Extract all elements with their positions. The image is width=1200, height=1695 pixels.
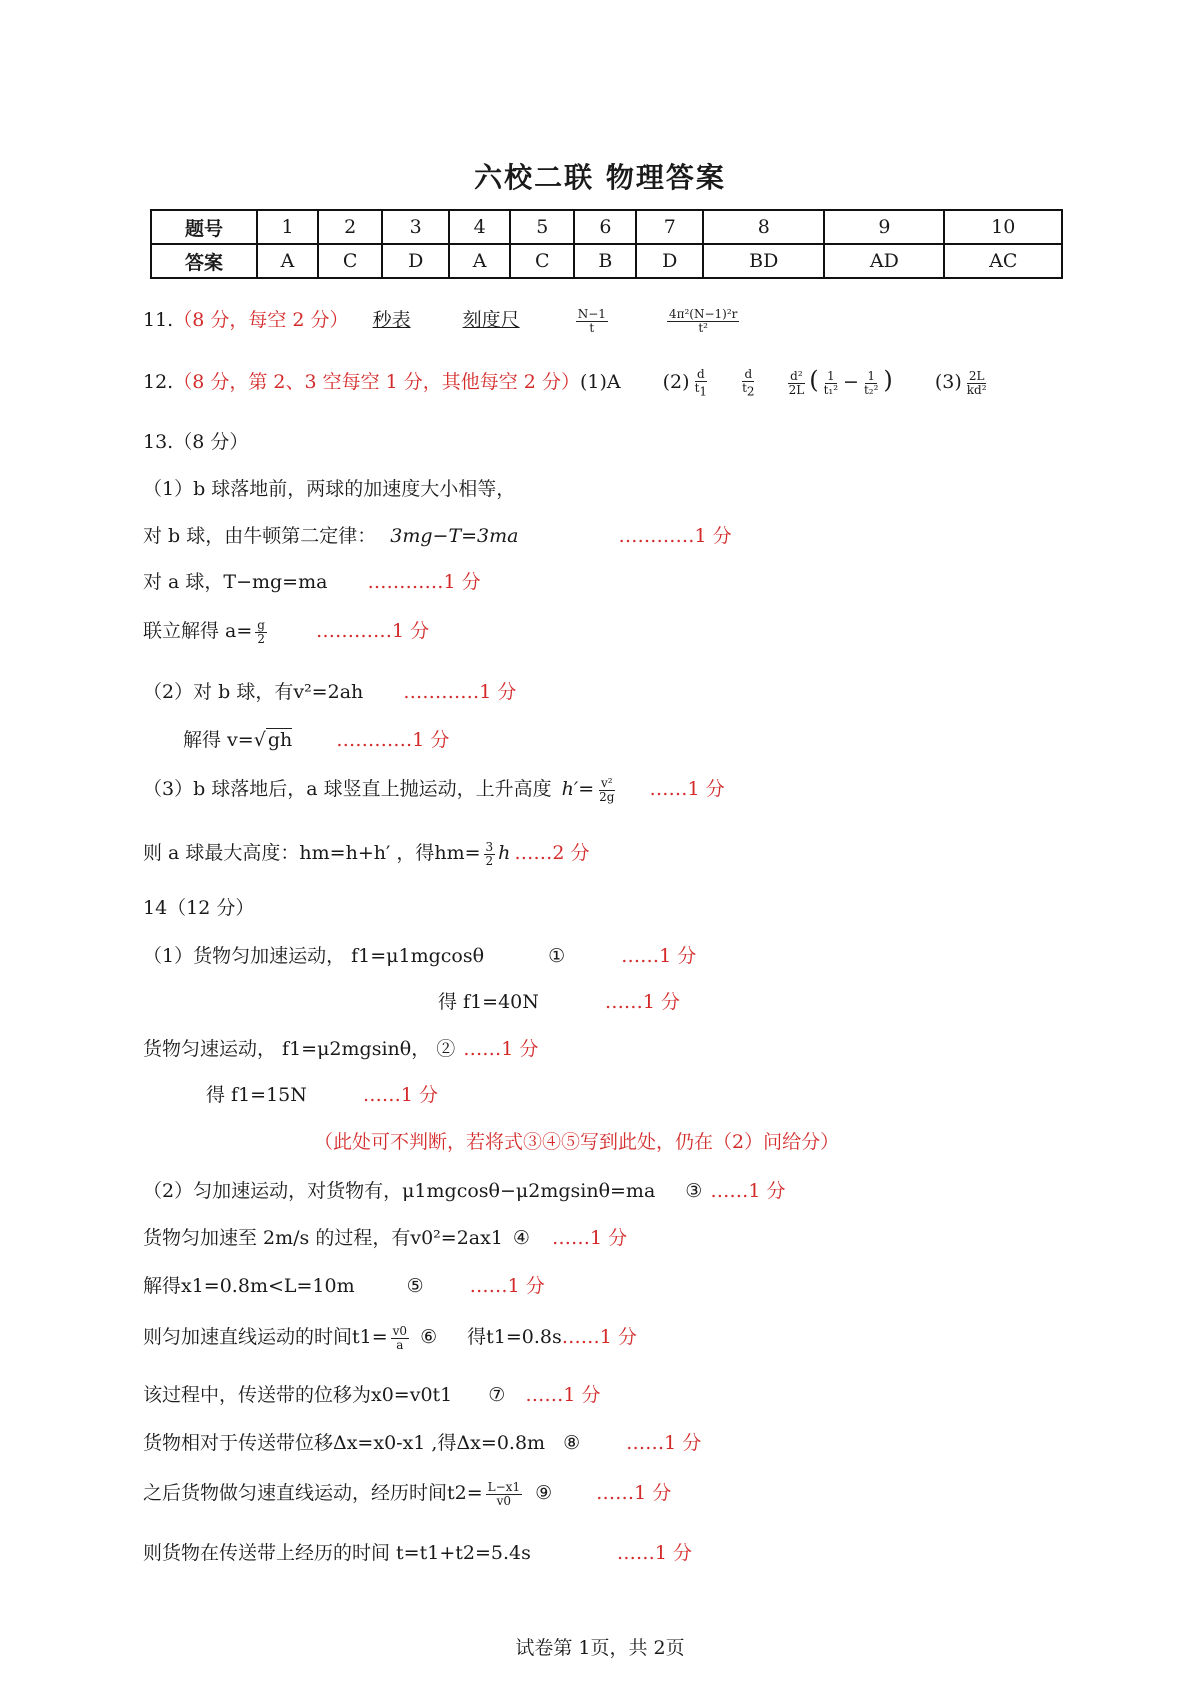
table-header: 答案 [151,244,257,278]
table-cell: 3 [382,210,449,244]
table-cell: C [318,244,382,278]
page-title: 六校二联 物理答案 [474,161,726,194]
q14-line-7: 解得x1=0.8m<L=10m ⑤ ……1 分 [143,1275,545,1297]
q13-line-4: 联立解得 a= $\frac{g}{2}$ …………1 分 [143,617,430,646]
table-row [151,244,1062,278]
q12-fraction-d-t2: $\frac{d}{t_2}$ [742,367,755,399]
q12-fraction-d-t1: $\frac{d}{t_1}$ [694,367,708,399]
q12-formula-3: $\frac{\text{d²}}{2L}$ ( $\frac{1}{\text{t₁²}}$ − $\frac{1}{\text{t₂²}}$ ) [788,366,893,397]
table-cell: 8 [703,210,824,244]
q12-fraction-2L-kd2: $\frac{2L}{\text{kd²}}$ [966,368,987,397]
table-cell: 9 [824,210,944,244]
q14-line-5: （2）匀加速运动，对货物有，μ1mgcosθ−μ2mgsinθ=ma ③ ……1 分 [143,1180,786,1202]
q11-number: 11. [143,309,174,331]
q14-note: （此处可不判断，若将式③④⑤写到此处，仍在（2）问给分） [314,1131,840,1153]
table-cell: 5 [510,210,574,244]
q11-fraction-2: $\frac{\text{4π²(N−1)²r}}{\text{t²}}$ [668,306,738,335]
table-header: 题号 [151,210,257,244]
q14-line-11: 之后货物做匀速直线运动，经历时间t2= $\frac{L-x1}{v0}$ ⑨ ……1 分 [143,1479,672,1508]
q12-number: 12. [143,371,174,393]
q11-line [143,305,742,334]
q12-part-1: (1)A [579,371,621,393]
table-cell: A [449,244,510,278]
q13-line-2: 对 b 球，由牛顿第二定律： 3mg−T=3ma …………1 分 [143,525,732,547]
table-cell: 7 [636,210,703,244]
q11-score: （8 分，每空 2 分） [173,309,349,331]
q13-head: 13.（8 分） [143,431,249,453]
table-cell: 2 [318,210,382,244]
q13-line-8: 则 a 球最大高度：hm=h+h′ ，得hm= $\frac{3}{2}$ h ……2 分 [143,839,590,868]
q14-line-2: 得 f1=40N ……1 分 [438,991,681,1013]
q13-line-1: （1）b 球落地前，两球的加速度大小相等， [143,478,516,500]
table-cell: 6 [574,210,636,244]
q13-line-6: 解得 v=√ gh …………1 分 [183,729,450,751]
q12-part-3: (3) [934,371,962,393]
q12-part-2: (2) [662,371,690,393]
q14-head: 14（12 分） [143,897,255,919]
q11-fraction-1: $\frac{N-1}{t}$ [577,306,606,335]
table-cell: 1 [257,210,318,244]
q14-line-12: 则货物在传送带上经历的时间 t=t1+t2=5.4s ……1 分 [143,1542,692,1564]
page-footer: 试卷第 1页，共 2页 [515,1637,685,1659]
q11-answer-1: 秒表 [372,309,411,331]
q14-line-3: 货物匀速运动， f1=μ2mgsinθ， ② ……1 分 [143,1038,539,1060]
q14-line-1: （1）货物匀加速运动， f1=μ1mgcosθ ① ……1 分 [143,945,697,967]
q13-line-3: 对 a 球，T−mg=ma …………1 分 [143,571,481,593]
table-cell: AD [824,244,944,278]
table-row [151,210,1062,244]
q13-line-7: （3）b 球落地后，a 球竖直上抛运动，上升高度 h′= $\frac{\text{v²}}{2g}$ ……1 分 [143,775,725,804]
q12-line [143,366,992,398]
table-cell: A [257,244,318,278]
table-cell: B [574,244,636,278]
table-cell: 10 [944,210,1062,244]
q14-line-6: 货物匀加速至 2m/s 的过程，有v0²=2ax1 ④ ……1 分 [143,1227,628,1249]
q14-line-8: 则匀加速直线运动的时间t1= $\frac{v0}{a}$ ⑥ 得t1=0.8s……1 分 [143,1323,637,1352]
q14-line-9: 该过程中，传送带的位移为x0=v0t1 ⑦ ……1 分 [143,1384,601,1406]
q13-line-5: （2）对 b 球，有v²=2ah …………1 分 [143,681,517,703]
table-cell: C [510,244,574,278]
table-cell: 4 [449,210,510,244]
q14-line-10: 货物相对于传送带位移Δx=x0-x1 ,得Δx=0.8m ⑧ ……1 分 [143,1432,702,1454]
answer-table [150,209,1063,279]
q11-answer-2: 刻度尺 [462,309,520,331]
table-cell: D [382,244,449,278]
table-cell: AC [944,244,1062,278]
q14-line-4: 得 f1=15N ……1 分 [206,1084,439,1106]
table-cell: BD [703,244,824,278]
table-cell: D [636,244,703,278]
q12-score: （8 分，第 2、3 空每空 1 分，其他每空 2 分） [173,371,580,393]
